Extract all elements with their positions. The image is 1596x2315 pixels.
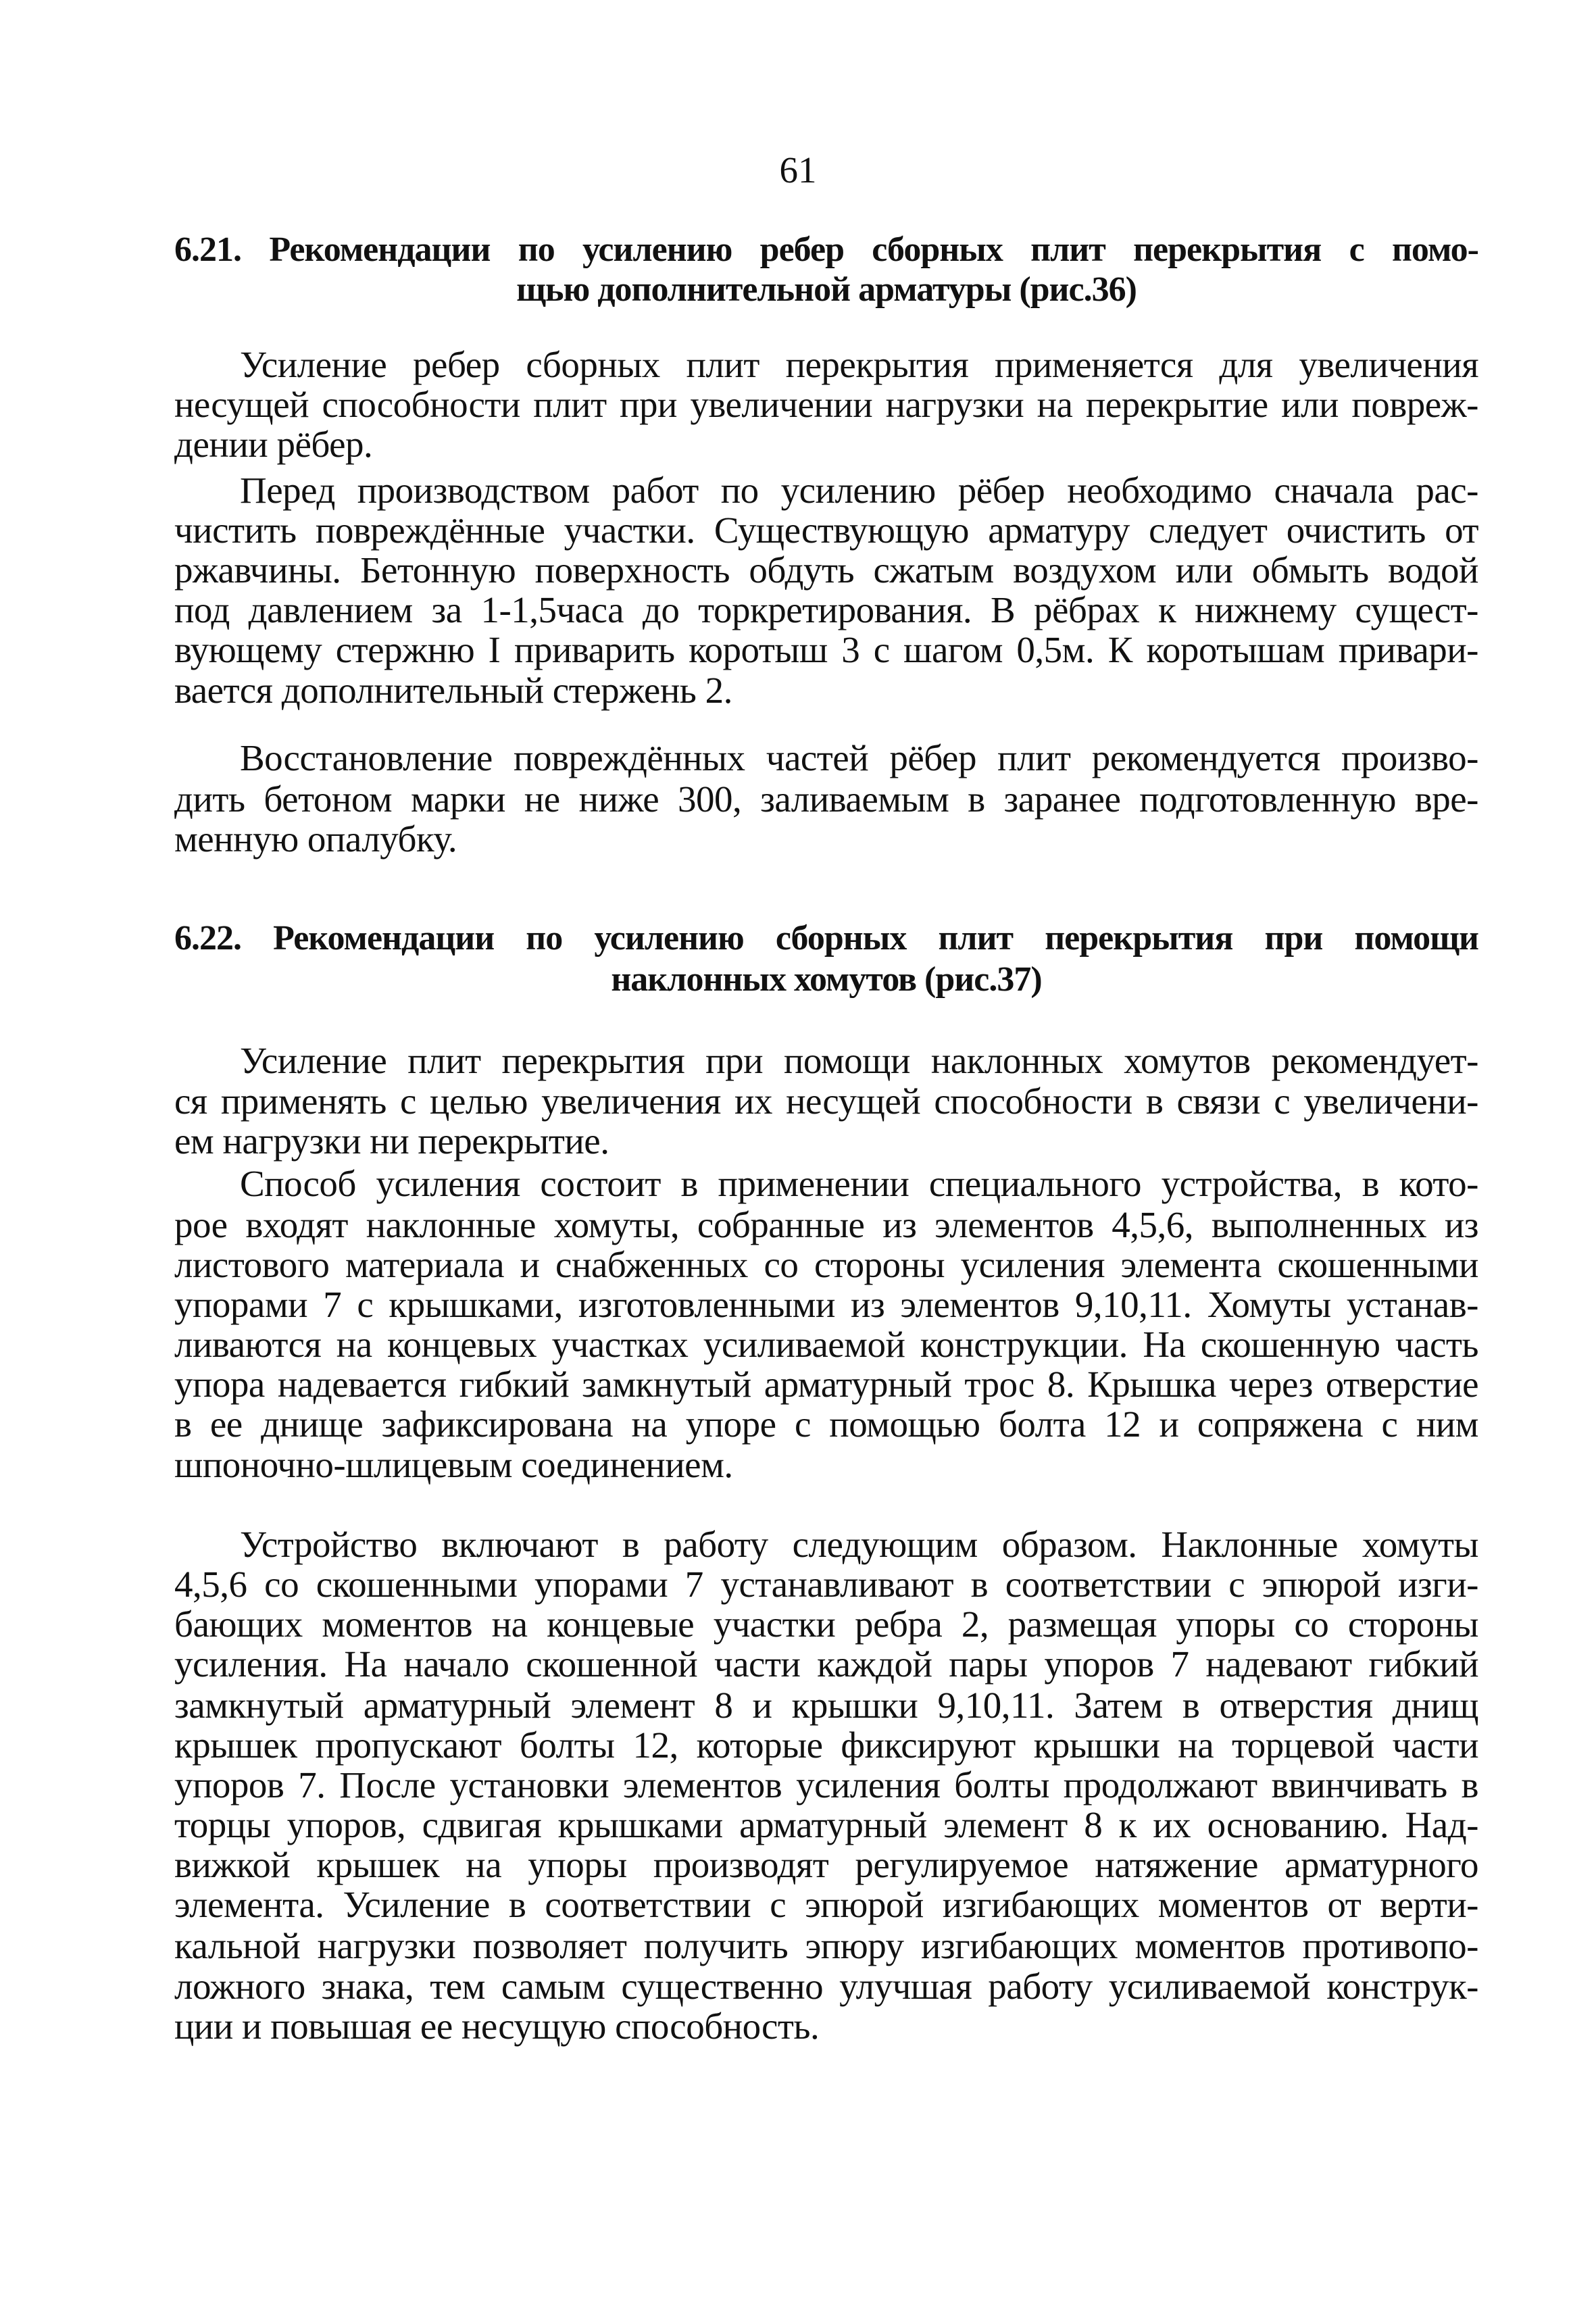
paragraph-line: несущей способности плит при увеличении нагрузки на перекрытие или повреж- (174, 384, 1478, 425)
paragraph-line: упора надевается гибкий замкнутый арматурный трос 8. Крышка через отверстие (174, 1364, 1478, 1405)
paragraph-line: торцы упоров, сдвигая крышками арматурный элемент 8 к их основанию. Над- (174, 1804, 1478, 1845)
paragraph-line: шпоночно-шлицевым соединением. (174, 1444, 733, 1485)
paragraph-line: дить бетоном марки не ниже 300, заливаемым в заранее подготовленную вре- (174, 778, 1478, 820)
paragraph-line: под давлением за 1-1,5часа до торкретирования. В рёбрах к нижнему сущест- (174, 589, 1478, 630)
paragraph-line: бающих моментов на концевые участки ребра 2, размещая упоры со стороны (174, 1603, 1478, 1645)
section-heading: щью дополнительной арматуры (рис.36) (516, 270, 1137, 309)
paragraph-line: крышек пропускают болты 12, которые фиксируют крышки на торцевой части (174, 1724, 1478, 1766)
paragraph-line: ложного знака, тем самым существенно улучшая работу усиливаемой конструк- (174, 1966, 1478, 2007)
paragraph-line: Перед производством работ по усилению рёбер необходимо сначала рас- (240, 470, 1478, 511)
paragraph-line: Восстановление повреждённых частей рёбер плит рекомендуется произво- (240, 737, 1478, 778)
paragraph-line: ся применять с целью увеличения их несущей способности в связи с увеличени- (174, 1080, 1478, 1122)
paragraph-line: элемента. Усиление в соответствии с эпюрой изгибающих моментов от верти- (174, 1884, 1478, 1925)
paragraph-line: листового материала и снабженных со стороны усиления элемента скошенными (174, 1244, 1478, 1285)
paragraph-line: дении рёбер. (174, 424, 373, 465)
paragraph-line: чистить повреждённые участки. Существующую арматуру следует очистить от (174, 509, 1478, 551)
paragraph-line: замкнутый арматурный элемент 8 и крышки 9,10,11. Затем в отверстия днищ (174, 1685, 1478, 1726)
paragraph-line: вижкой крышек на упоры производят регулируемое натяжение арматурного (174, 1844, 1478, 1885)
paragraph-line: Усиление плит перекрытия при помощи наклонных хомутов рекомендует- (240, 1040, 1478, 1081)
section-heading: 6.21. Рекомендации по усилению ребер сборных плит перекрытия с помо- (174, 230, 1478, 269)
paragraph-line: ем нагрузки ни перекрытие. (174, 1120, 609, 1162)
paragraph-line: упоров 7. После установки элементов усиления болты продолжают ввинчивать в (174, 1764, 1478, 1806)
section-heading: 6.22. Рекомендации по усилению сборных плит перекрытия при помощи (174, 919, 1478, 957)
paragraph-line: Усиление ребер сборных плит перекрытия применяется для увеличения (240, 344, 1478, 385)
paragraph-line: рое входят наклонные хомуты, собранные из элементов 4,5,6, выполненных из (174, 1204, 1478, 1245)
paragraph-line: ржавчины. Бетонную поверхность обдуть сжатым воздухом или обмыть водой (174, 549, 1478, 591)
section-heading: наклонных хомутов (рис.37) (611, 960, 1042, 999)
paragraph-line: Устройство включают в работу следующим образом. Наклонные хомуты (240, 1524, 1478, 1565)
paragraph-line: 4,5,6 со скошенными упорами 7 устанавливают в соответствии с эпюрой изги- (174, 1564, 1478, 1605)
page-number: 61 (779, 149, 817, 191)
paragraph-line: вующему стержню I приварить коротыш 3 с шагом 0,5м. К коротышам привари- (174, 629, 1478, 670)
paragraph-line: ции и повышая ее несущую способность. (174, 2006, 820, 2047)
paragraph-line: менную опалубку. (174, 818, 457, 860)
paragraph-line: вается дополнительный стержень 2. (174, 670, 732, 711)
paragraph-line: в ее днище зафиксирована на упоре с помощью болта 12 и сопряжена с ним (174, 1403, 1478, 1445)
paragraph-line: ливаются на концевых участках усиливаемой конструкции. На скошенную часть (174, 1324, 1478, 1365)
paragraph-line: упорами 7 с крышками, изготовленными из элементов 9,10,11. Хомуты устанав- (174, 1284, 1478, 1325)
paragraph-line: усиления. На начало скошенной части каждой пары упоров 7 надевают гибкий (174, 1643, 1478, 1685)
paragraph-line: кальной нагрузки позволяет получить эпюру изгибающих моментов противопо- (174, 1925, 1478, 1966)
paragraph-line: Способ усиления состоит в применении специального устройства, в кото- (240, 1163, 1478, 1204)
